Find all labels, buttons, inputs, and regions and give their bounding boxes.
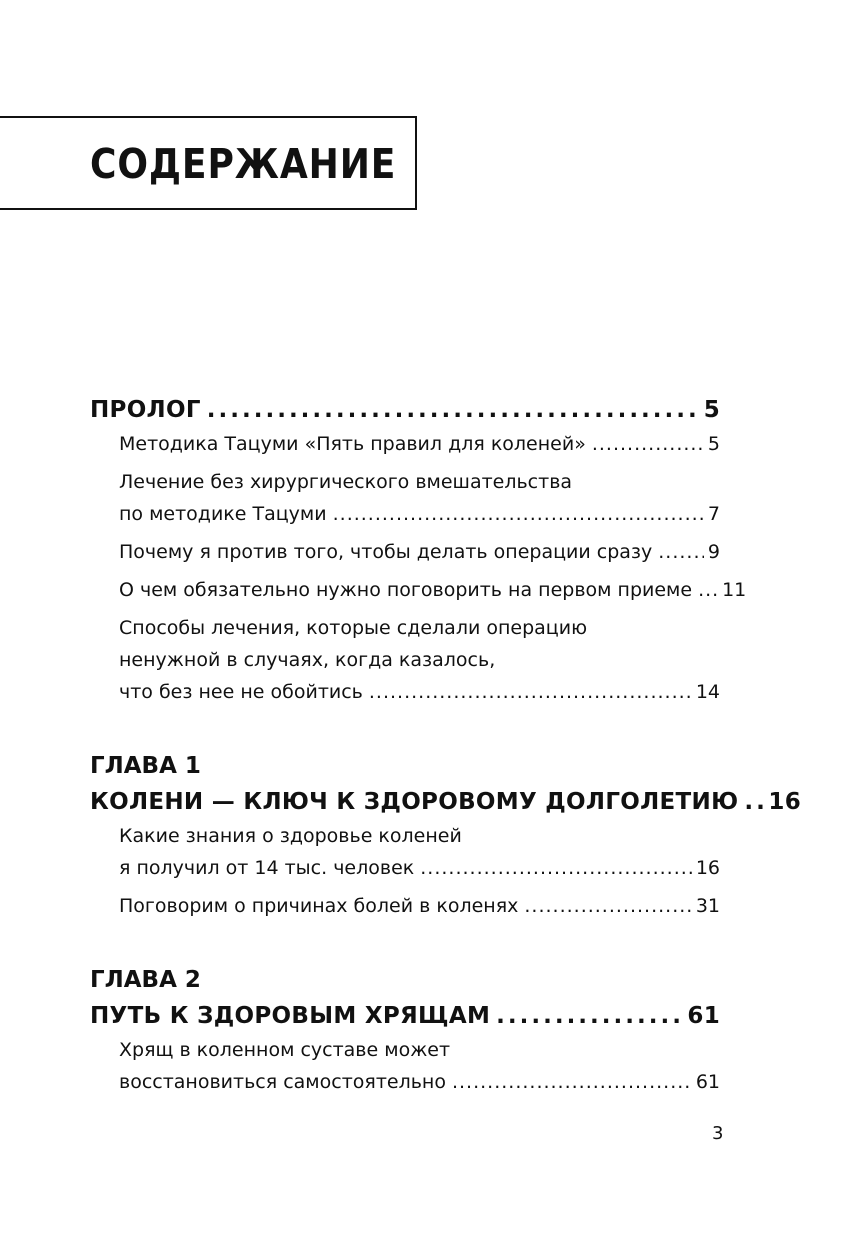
page-title: СОДЕРЖАНИЕ <box>90 140 397 188</box>
toc-page-number: 5 <box>707 433 720 455</box>
toc-subentry[interactable] <box>119 466 720 530</box>
toc-subentry-label: Поговорим о причинах болей в коленях <box>119 895 519 917</box>
toc-entry-label: ПУТЬ К ЗДОРОВЫМ ХРЯЩАМ <box>90 1003 491 1029</box>
dot-leader <box>496 998 683 1034</box>
toc-subentry-label-line: Хрящ в коленном суставе может <box>119 1039 451 1061</box>
toc-entry-label: КОЛЕНИ — КЛЮЧ К ЗДОРОВОМУ ДОЛГОЛЕТИЮ <box>90 789 739 815</box>
dot-leader <box>592 428 704 460</box>
toc-entry-prologue[interactable] <box>90 392 720 428</box>
toc-page-number: 61 <box>695 1071 720 1093</box>
toc-subentry-label-line: Способы лечения, которые сделали операцию <box>119 617 588 639</box>
table-of-contents <box>90 392 801 1098</box>
dot-leader <box>524 890 691 922</box>
toc-page-number: 61 <box>687 1003 720 1029</box>
toc-subentry-label: восстановиться самостоятельно <box>119 1071 446 1093</box>
toc-subentry-label-line: ненужной в случаях, когда казалось, <box>119 649 496 671</box>
dot-leader <box>420 852 692 884</box>
toc-subentry[interactable] <box>119 574 747 606</box>
page-number: 3 <box>712 1123 724 1144</box>
chapter-heading: ГЛАВА 1 <box>90 753 201 779</box>
toc-entry-label: ПРОЛОГ <box>90 397 201 423</box>
toc-subentry-label: Методика Тацуми «Пять правил для коленей» <box>119 433 586 455</box>
dot-leader <box>658 536 704 568</box>
toc-subentry[interactable] <box>119 612 720 708</box>
dot-leader <box>452 1066 692 1098</box>
toc-page-number: 14 <box>695 681 720 703</box>
toc-subentry-label-line: Лечение без хирургического вмешательства <box>119 471 573 493</box>
toc-subentry[interactable] <box>119 1034 720 1098</box>
dot-leader <box>207 392 700 428</box>
toc-page-number: 16 <box>768 789 801 815</box>
toc-subentry[interactable] <box>119 820 720 884</box>
toc-entry-chapter-1[interactable] <box>90 784 801 820</box>
dot-leader <box>369 676 692 708</box>
toc-entry-chapter-2[interactable] <box>90 998 720 1034</box>
toc-subentry-label: что без нее не обойтись <box>119 681 363 703</box>
toc-subentry-label: по методике Тацуми <box>119 503 327 525</box>
dot-leader <box>744 784 764 820</box>
toc-page-number: 7 <box>707 503 720 525</box>
toc-subentry[interactable] <box>119 536 720 568</box>
dot-leader <box>698 574 718 606</box>
toc-page-number: 11 <box>722 579 747 601</box>
toc-subentry[interactable] <box>119 890 720 922</box>
dot-leader <box>333 498 704 530</box>
toc-page-number: 31 <box>695 895 720 917</box>
toc-page-number: 16 <box>695 857 720 879</box>
toc-subentry-label-line: Какие знания о здоровье коленей <box>119 825 462 847</box>
toc-subentry-label: Почему я против того, чтобы делать операции сразу <box>119 541 653 563</box>
toc-page-number: 9 <box>707 541 720 563</box>
chapter-heading: ГЛАВА 2 <box>90 967 201 993</box>
toc-page-number: 5 <box>703 397 720 423</box>
toc-subentry[interactable] <box>119 428 720 460</box>
toc-subentry-label: я получил от 14 тыс. человек <box>119 857 415 879</box>
toc-subentry-label: О чем обязательно нужно поговорить на первом приеме <box>119 579 693 601</box>
